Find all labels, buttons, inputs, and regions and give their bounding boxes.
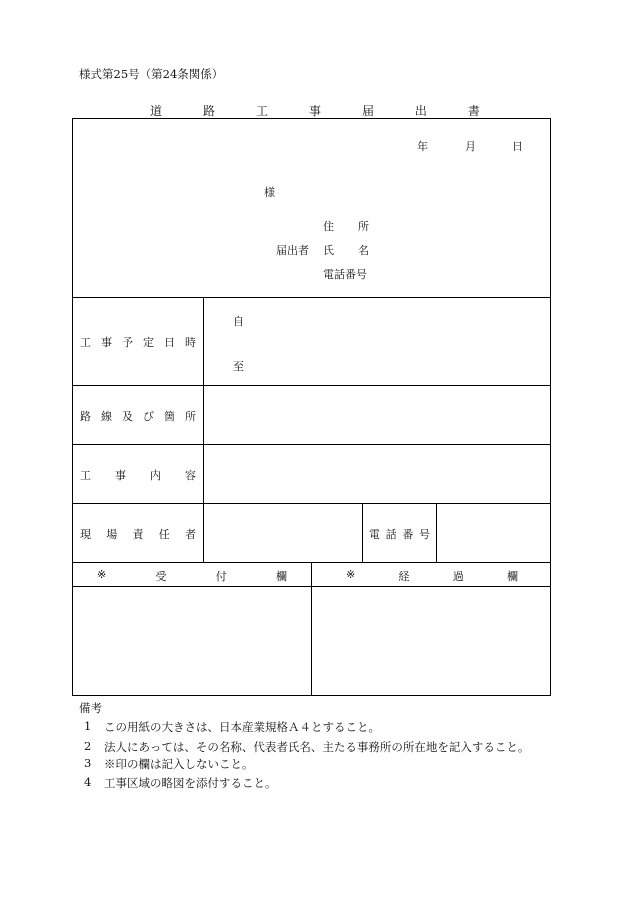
divider [72, 297, 551, 298]
title-char: 路 [202, 104, 215, 118]
divider [72, 444, 551, 445]
applicant-label: 届出者 [276, 244, 309, 257]
note-text: この用紙の大きさは、日本産業規格Ａ４とすること。 [104, 720, 380, 734]
column-divider [362, 503, 363, 562]
title-char: 届 [361, 104, 374, 118]
note-text: 工事区域の略図を添付すること。 [104, 776, 277, 790]
divider [72, 503, 551, 504]
title-char: 事 [308, 104, 321, 118]
column-divider [203, 297, 204, 562]
schedule-label: 工 事 予 定 日 時 [80, 336, 196, 349]
date-month-label: 月 [465, 140, 476, 153]
schedule-to-label: 至 [233, 360, 244, 373]
note-number: 2 [84, 739, 92, 753]
divider [72, 385, 551, 386]
name-label: 氏 名 [323, 244, 369, 257]
column-divider [436, 503, 437, 562]
schedule-from-label: 自 [233, 315, 244, 328]
manager-phone-label: 電 話 番 号 [369, 528, 430, 541]
reception-header: ※ 受 付 欄 [97, 568, 287, 583]
form-number: 様式第25号（第24条関係） [79, 67, 224, 81]
note-text: ※印の欄は記入しないこと。 [104, 757, 254, 771]
address-label: 住 所 [323, 220, 369, 233]
phone-label: 電話番号 [323, 268, 367, 281]
addressee-suffix: 様 [264, 186, 275, 199]
date-day-label: 日 [512, 140, 523, 153]
column-divider [311, 562, 312, 696]
progress-header: ※ 経 過 欄 [346, 568, 518, 583]
title-char: 道 [150, 104, 163, 118]
note-number: 1 [84, 719, 92, 733]
note-number: 3 [84, 756, 92, 770]
site-manager-label: 現 場 責 任 者 [80, 528, 196, 541]
note-number: 4 [84, 775, 92, 789]
title-char: 工 [255, 104, 268, 118]
document-title [150, 102, 480, 119]
date-year-label: 年 [417, 140, 428, 153]
title-char: 書 [467, 104, 480, 118]
title-char: 出 [414, 104, 427, 118]
content-label: 工 事 内 容 [80, 469, 196, 482]
note-text: 法人にあっては、その名称、代表者氏名、主たる事務所の所在地を記入すること。 [104, 740, 530, 754]
route-label: 路 線 及 び 箇 所 [80, 410, 196, 423]
notes-heading: 備考 [79, 701, 102, 715]
